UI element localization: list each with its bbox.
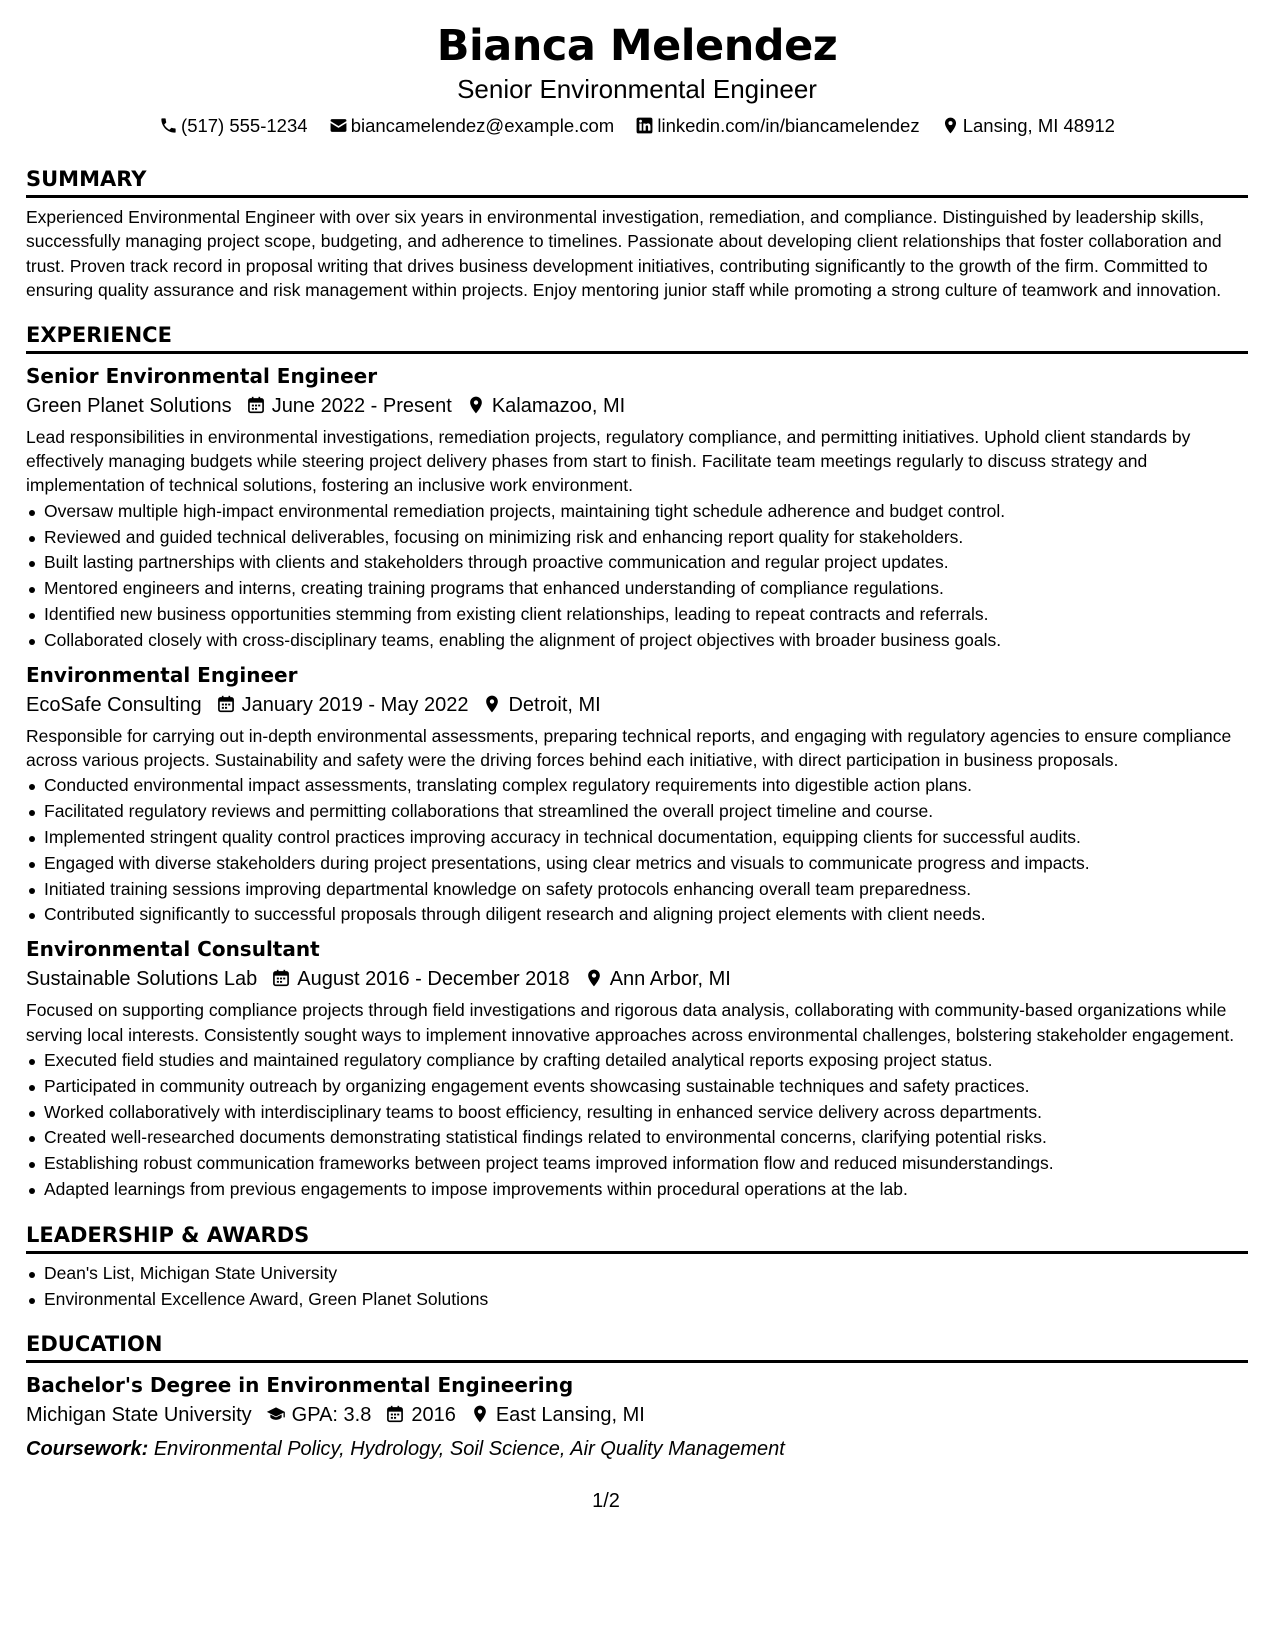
school-name: Michigan State University: [26, 1404, 252, 1427]
contact-location: [941, 114, 1115, 138]
job-entry: [26, 361, 1248, 654]
coursework-list: Environmental Policy, Hydrology, Soil Science, Air Quality Management: [153, 1438, 785, 1461]
page-number: 1/2: [592, 1490, 620, 1512]
job-description: Lead responsibilities in environmental investigations, remediation projects, regulatory compliance, and permitting initiatives. Uphold client standards by effectively managing budgets while steering project delivery phases from start to finish. Facilitate team meetings regularly to discuss strategy and implementation of technical solutions, fostering an inclusive work environment.: [26, 426, 1191, 496]
map-pin-icon: [941, 116, 960, 135]
coursework-label: Coursework:: [26, 1438, 149, 1461]
calendar-icon: [271, 968, 291, 988]
job-company: EcoSafe Consulting: [26, 693, 202, 716]
job-bullets: [26, 1048, 1248, 1203]
linkedin-text[interactable]: linkedin.com/in/biancamelendez: [657, 115, 920, 136]
list-item: Identified new business opportunities stemming from existing client relationships, leading to repeat contracts and referrals.: [26, 602, 1248, 628]
phone-text: (517) 555-1234: [181, 115, 308, 136]
list-item: Participated in community outreach by organizing engagement events showcasing sustainable techniques and safety practices.: [26, 1074, 1248, 1100]
list-item: Adapted learnings from previous engagements to impose improvements within procedural operations at the lab.: [26, 1177, 1248, 1203]
map-pin-icon: [584, 968, 604, 988]
graduation-year: 2016: [411, 1404, 456, 1427]
graduation-cap-icon: [266, 1404, 286, 1424]
email-text[interactable]: biancamelendez@example.com: [350, 115, 615, 136]
job-location: Detroit, MI: [508, 693, 601, 716]
coursework: [26, 1434, 1248, 1464]
summary-text: Experienced Environmental Engineer with over six years in environmental investigation, remediation, and compliance. Distinguished by leadership skills, successfully managing project scope, budgeting, and adherence to timelines. Passionate about developing client relationships that foster collaboration and trust. Proven track record in proposal writing that drives business development initiatives, contributing significantly to the growth of the firm. Committed to ensuring quality assurance and risk management within projects. Enjoy mentoring junior staff while promoting a strong culture of teamwork and innovation.: [26, 207, 1222, 301]
list-item: Dean's List, Michigan State University: [26, 1261, 1248, 1287]
awards-list: [26, 1261, 1248, 1313]
job-dates: June 2022 - Present: [271, 394, 452, 417]
job-title: Environmental Consultant: [26, 937, 320, 962]
list-item: Mentored engineers and interns, creating training programs that enhanced understanding of compliance regulations.: [26, 576, 1248, 602]
awards-section: [26, 1221, 1248, 1313]
job-location: Ann Arbor, MI: [609, 968, 731, 991]
list-item: Initiated training sessions improving departmental knowledge on safety protocols enhancing overall team preparedness.: [26, 877, 1248, 903]
job-entry: [26, 660, 1248, 929]
section-divider: [26, 351, 1248, 354]
job-dates: August 2016 - December 2018: [297, 968, 570, 991]
resume-header: [26, 18, 1248, 138]
section-heading: SUMMARY: [26, 167, 147, 191]
gpa: GPA: 3.8: [291, 1404, 372, 1427]
education-location: East Lansing, MI: [495, 1404, 645, 1427]
section-divider: [26, 1251, 1248, 1254]
contact-row: [26, 114, 1248, 138]
map-pin-icon: [482, 694, 502, 714]
envelope-icon: [329, 116, 348, 135]
list-item: Establishing robust communication frameworks between project teams improved information flow and reduced misunderstandings.: [26, 1151, 1248, 1177]
section-divider: [26, 1360, 1248, 1363]
job-bullets: [26, 499, 1248, 654]
list-item: Collaborated closely with cross-disciplinary teams, enabling the alignment of project objectives with broader business goals.: [26, 628, 1248, 654]
calendar-icon: [216, 694, 236, 714]
map-pin-icon: [470, 1404, 490, 1424]
job-description: Focused on supporting compliance projects through field investigations and rigorous data analysis, collaborating with community-based organizations while serving local interests. Consistently sought ways to implement innovative approaches across environmental challenges, bolstering stakeholder engagement.: [26, 1000, 1235, 1045]
job-dates: January 2019 - May 2022: [241, 693, 469, 716]
summary-section: [26, 165, 1248, 303]
list-item: Engaged with diverse stakeholders during project presentations, using clear metrics and visuals to communicate progress and impacts.: [26, 851, 1248, 877]
contact-phone: [159, 114, 308, 138]
education-section: [26, 1330, 1248, 1464]
list-item: Oversaw multiple high-impact environmental remediation projects, maintaining tight schedule adherence and budget control.: [26, 499, 1248, 525]
job-title: Senior Environmental Engineer: [26, 363, 378, 388]
list-item: Worked collaboratively with interdisciplinary teams to boost efficiency, resulting in enhanced service delivery across departments.: [26, 1100, 1248, 1126]
job-entry: [26, 934, 1248, 1203]
list-item: Implemented stringent quality control practices improving accuracy in technical documentation, equipping clients for successful audits.: [26, 825, 1248, 851]
list-item: Built lasting partnerships with clients and stakeholders through proactive communication and regular project updates.: [26, 550, 1248, 576]
linkedin-icon: [635, 116, 654, 135]
job-company: Sustainable Solutions Lab: [26, 968, 258, 991]
job-location: Kalamazoo, MI: [491, 394, 626, 417]
job-meta: [26, 964, 1248, 994]
section-heading: LEADERSHIP & AWARDS: [26, 1222, 310, 1247]
list-item: Conducted environmental impact assessments, translating complex regulatory requirements into digestible action plans.: [26, 773, 1248, 799]
job-description: Responsible for carrying out in-depth environmental assessments, preparing technical reports, and engaging with regulatory agencies to ensure compliance across various projects. Sustainability and safety were the driving forces behind each initiative, with direct participation in business proposals.: [26, 725, 1232, 771]
list-item: Created well-researched documents demonstrating statistical findings related to environmental concerns, clarifying potential risks.: [26, 1125, 1248, 1151]
candidate-title: Senior Environmental Engineer: [457, 74, 817, 104]
section-heading: EDUCATION: [26, 1332, 163, 1357]
job-meta: [26, 391, 1248, 421]
degree-title: Bachelor's Degree in Environmental Engineering: [26, 1373, 574, 1398]
contact-linkedin[interactable]: [635, 114, 919, 138]
contact-email[interactable]: [329, 114, 615, 138]
calendar-icon: [246, 395, 266, 415]
calendar-icon: [385, 1404, 405, 1424]
list-item: Environmental Excellence Award, Green Planet Solutions: [26, 1287, 1248, 1313]
job-title: Environmental Engineer: [26, 662, 298, 687]
phone-icon: [159, 116, 178, 135]
section-heading: EXPERIENCE: [26, 322, 172, 347]
section-divider: [26, 195, 1248, 198]
list-item: Executed field studies and maintained regulatory compliance by crafting detailed analytical reports exposing project status.: [26, 1048, 1248, 1074]
experience-section: [26, 321, 1248, 1203]
candidate-name: Bianca Melendez: [436, 21, 838, 71]
map-pin-icon: [466, 395, 486, 415]
resume-page: [26, 18, 1248, 1464]
job-bullets: [26, 773, 1248, 928]
list-item: Contributed significantly to successful proposals through diligent research and aligning project elements with client needs.: [26, 902, 1248, 928]
job-meta: [26, 690, 1248, 720]
list-item: Facilitated regulatory reviews and permitting collaborations that streamlined the overall project timeline and course.: [26, 799, 1248, 825]
location-text: Lansing, MI 48912: [962, 115, 1115, 136]
job-company: Green Planet Solutions: [26, 394, 232, 417]
education-meta: [26, 1400, 1248, 1430]
list-item: Reviewed and guided technical deliverables, focusing on minimizing risk and enhancing report quality for stakeholders.: [26, 525, 1248, 551]
